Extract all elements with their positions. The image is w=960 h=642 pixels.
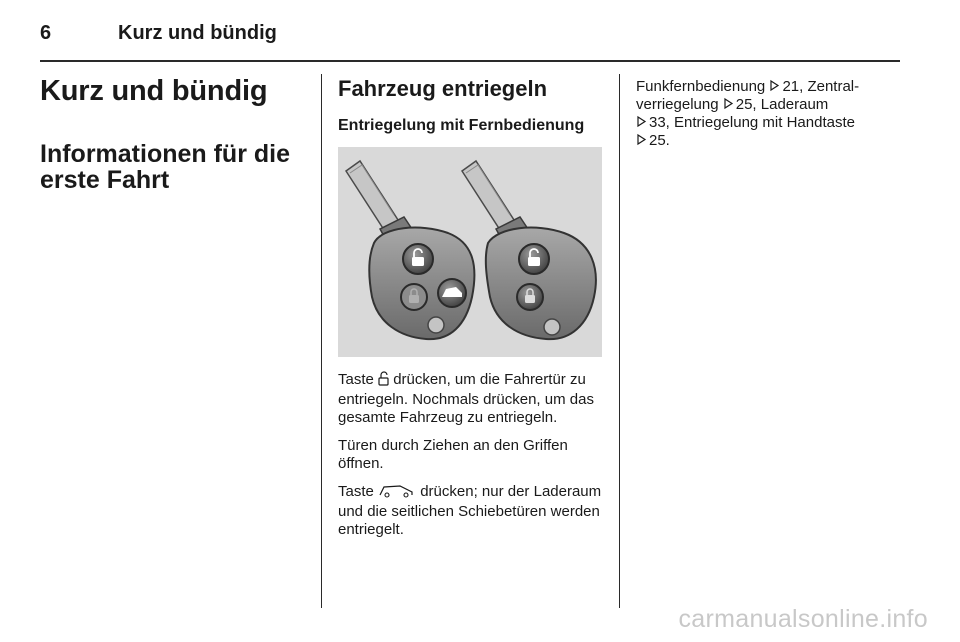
ref-text: verriegelung bbox=[636, 96, 719, 113]
page-ref-link[interactable]: 33, Entriegelung mit Handtaste bbox=[649, 114, 855, 131]
paragraph-doors: Türen durch Ziehen an den Griffen öffnen. bbox=[338, 437, 568, 472]
para-text: Taste bbox=[338, 371, 374, 388]
unlock-icon bbox=[378, 371, 389, 391]
trunk-icon bbox=[378, 484, 416, 503]
page-header bbox=[40, 22, 900, 62]
section-title: Informationen für die erste Fahrt bbox=[40, 140, 290, 194]
page-ref-arrow-icon bbox=[636, 133, 647, 146]
para-text: Taste bbox=[338, 483, 374, 500]
subsection-title: Fahrzeug entriegeln bbox=[338, 76, 548, 101]
page-ref-arrow-icon bbox=[636, 115, 647, 128]
chapter-title: Kurz und bündig bbox=[40, 75, 268, 107]
page-ref-link[interactable]: 25, Laderaum bbox=[735, 96, 829, 113]
page-ref-link[interactable]: 25. bbox=[649, 132, 670, 149]
page-ref-link[interactable]: 21, Zentral- bbox=[782, 78, 860, 95]
page-number: 6 bbox=[40, 22, 52, 44]
key-fob-left bbox=[346, 161, 474, 339]
key-fob-figure bbox=[338, 147, 602, 357]
left-column bbox=[40, 72, 310, 193]
right-column bbox=[636, 72, 906, 150]
column-divider bbox=[321, 74, 322, 608]
page-ref-arrow-icon bbox=[723, 97, 734, 110]
page-ref-arrow-icon bbox=[769, 79, 780, 92]
key-fob-illustration bbox=[338, 147, 602, 357]
middle-column bbox=[338, 72, 604, 549]
para-text: drücken, um die Fahrertür zu entriegeln. Nochmals drücken, um das gesamte Fahrzeug zu entriegeln. bbox=[338, 371, 594, 426]
key-fob-right bbox=[462, 161, 596, 339]
ref-text: Funkfernbedienung bbox=[636, 78, 766, 95]
para-text: drücken; nur der Laderaum und die seitlichen Schiebetüren werden entriegelt. bbox=[338, 483, 602, 538]
cross-references bbox=[636, 78, 906, 150]
paragraph-trunk bbox=[338, 483, 604, 539]
paragraph-unlock bbox=[338, 371, 604, 427]
header-rule bbox=[40, 60, 900, 62]
watermark: carmanualsonline.info bbox=[678, 605, 928, 633]
subsubsection-title: Entriegelung mit Fernbedienung bbox=[338, 117, 585, 134]
column-divider bbox=[619, 74, 620, 608]
header-title: Kurz und bündig bbox=[118, 22, 277, 44]
